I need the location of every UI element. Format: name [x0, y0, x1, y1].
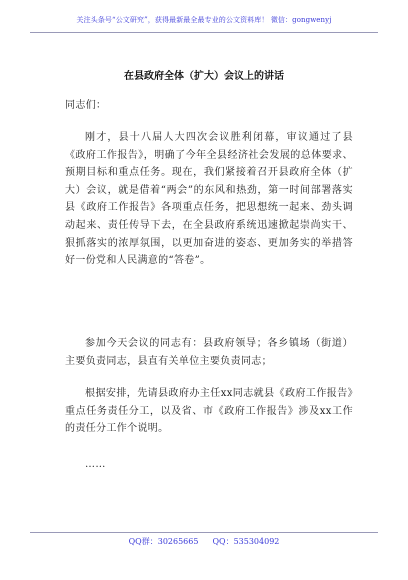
footer-qq: QQ：535304092 — [212, 537, 280, 546]
paragraph-arrangement: 根据安排，先请县政府办主任xx同志就县《政府工作报告》重点任务责任分工，以及省、市《政府工作报告》涉及xx工作的责任分工作个说明。 — [65, 388, 353, 435]
paragraph-opening: 刚才，县十八届人大四次会议胜利闭幕，审议通过了县《政府工作报告》，明确了今年全县经济社会发展的总体要求、预期目标和重点任务。现在，我们紧接着召开县政府全体（扩大）会议，就是借着“两会”的东风和热劲，第一时间部署落实县《政府工作报告》各项重点任务，把思想统一起来、劲头调动起来、责任传导下去，在全县政府系统迅速掀起崇尚实干、狠抓落实的浓厚氛围，以更加奋进的姿态、更加务实的举措答好一份党和人民满意的“答卷”。 — [65, 132, 353, 267]
ellipsis: …… — [85, 459, 106, 470]
footer — [0, 536, 408, 547]
paragraph-attendees: 参加今天会议的同志有：县政府领导；各乡镇场（街道）主要负责同志，县直有关单位主要负责同志； — [65, 338, 353, 367]
footer-qq-group: QQ群：30265665 — [128, 537, 199, 546]
document-title: 在县政府全体（扩大）会议上的讲话 — [124, 71, 284, 82]
salutation: 同志们： — [65, 100, 107, 111]
footer-divider — [30, 532, 378, 533]
header-note: 关注头条号“公文研究”，获得最新最全最专业的公文资料库！ 微信：gongwenyj — [76, 16, 332, 24]
header-divider — [30, 32, 378, 33]
